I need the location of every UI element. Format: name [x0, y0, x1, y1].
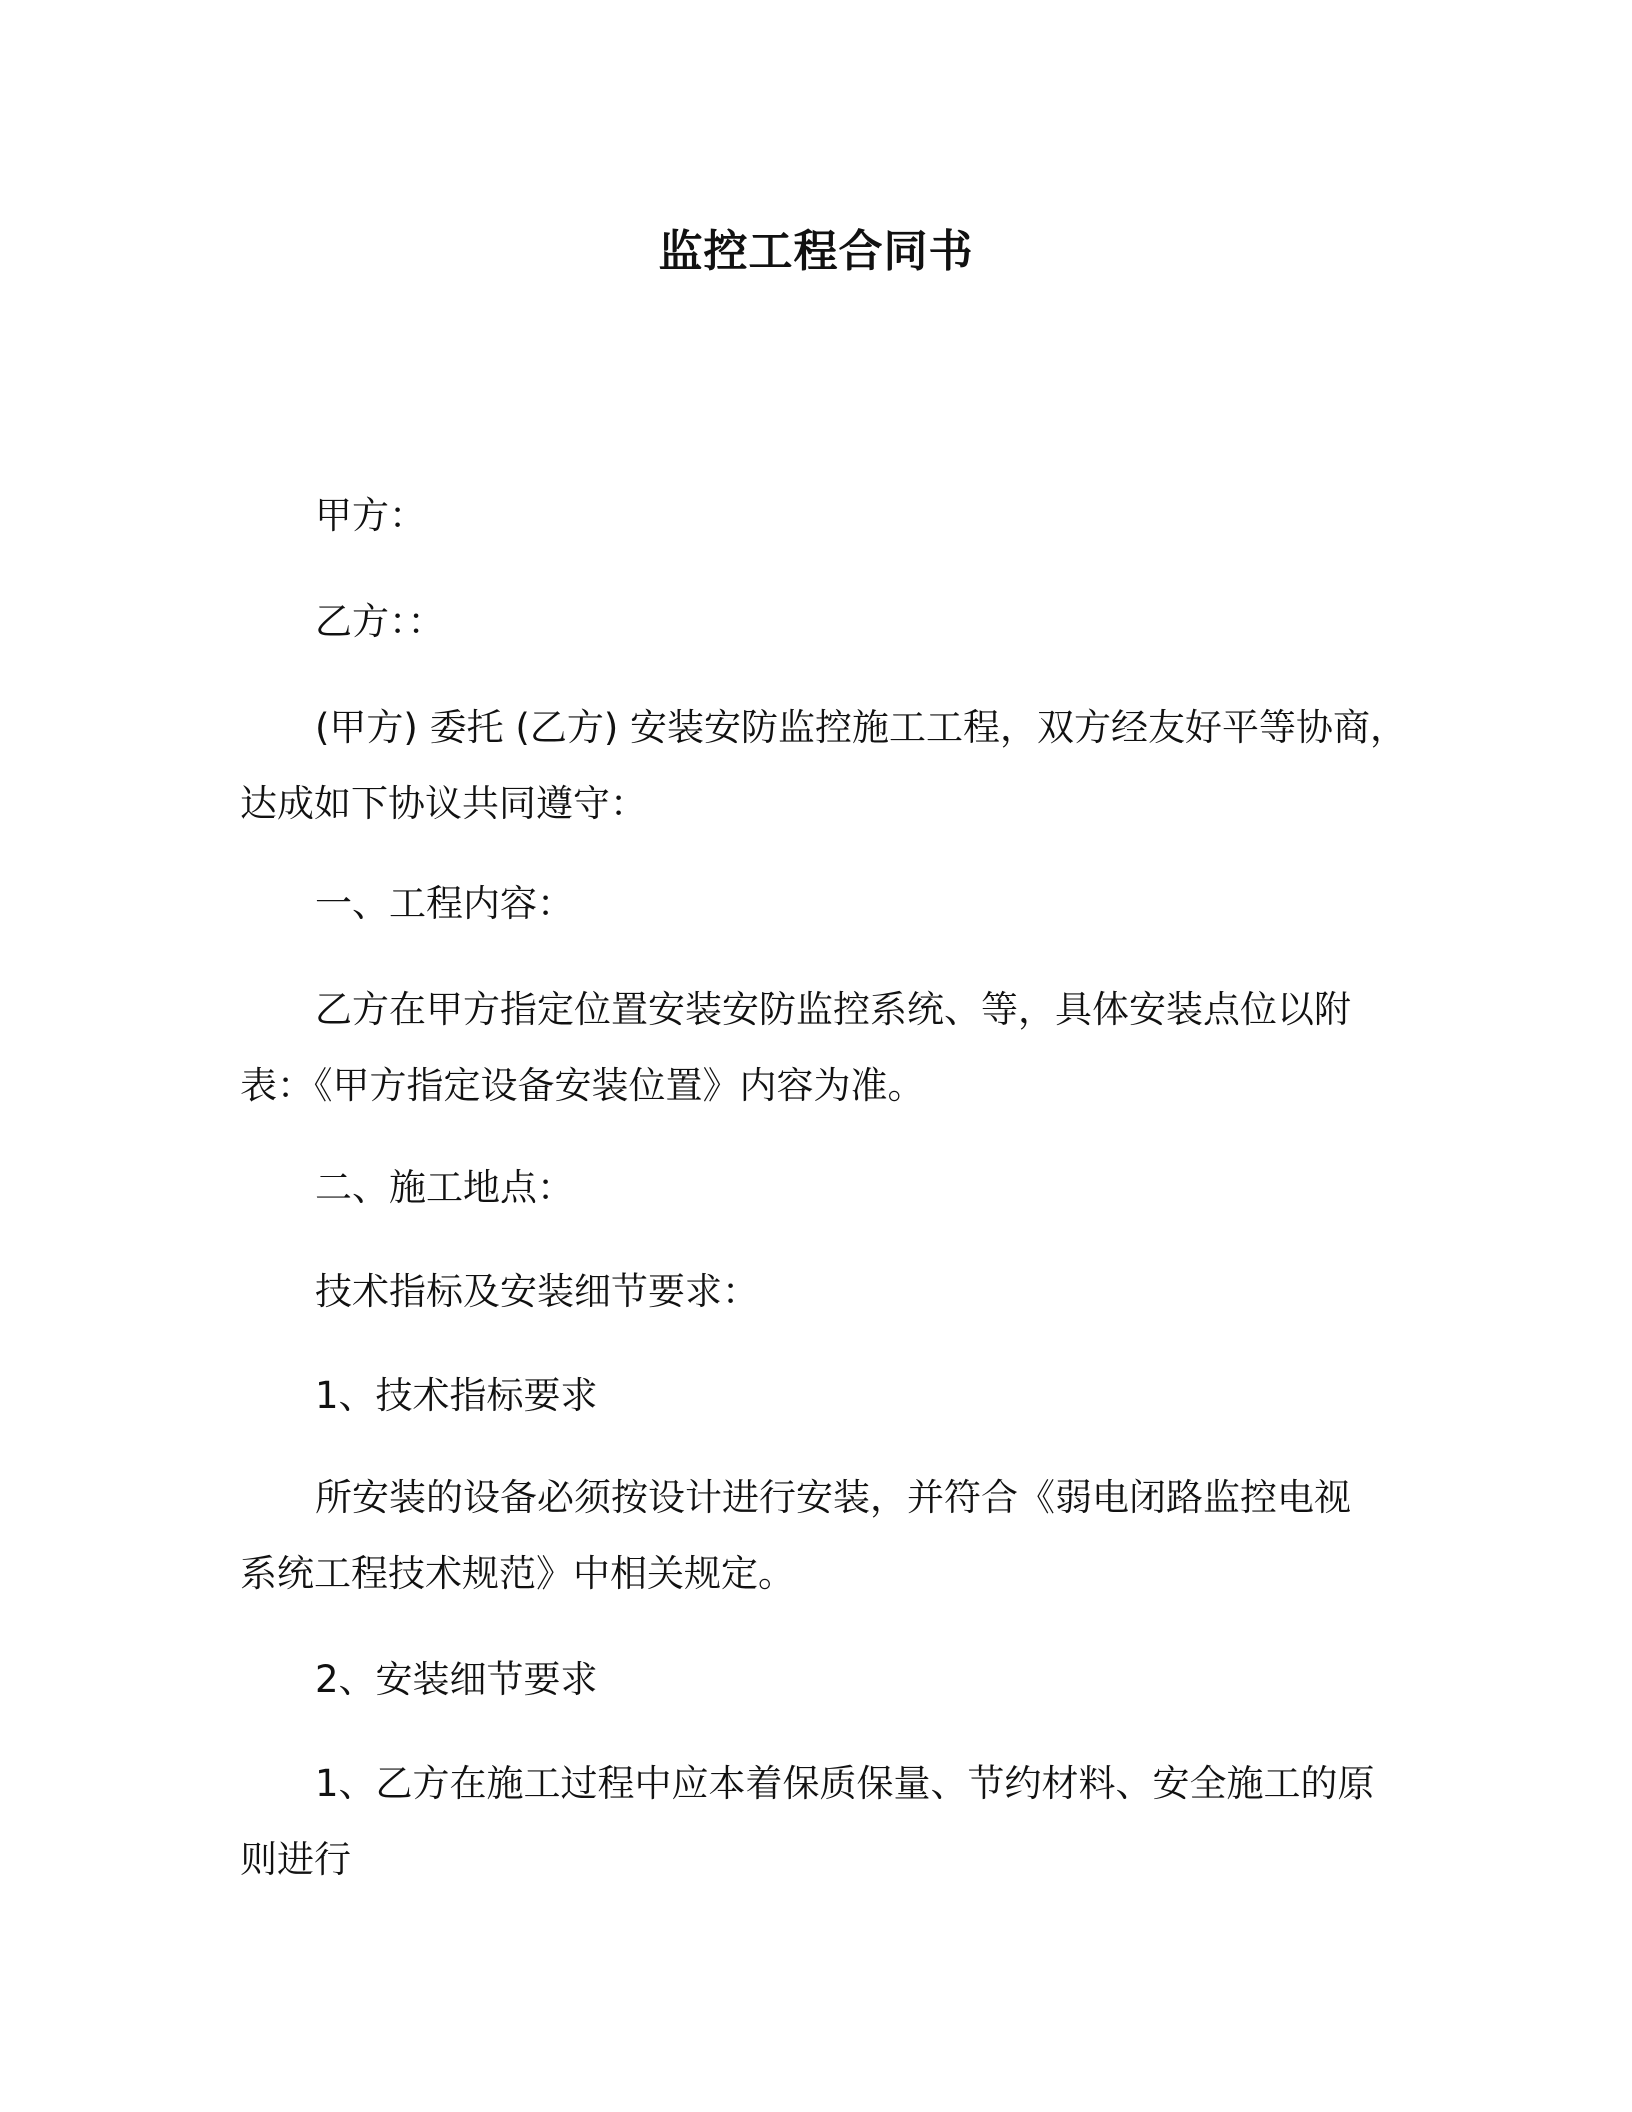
- item-1-heading: 1、技术指标要求: [315, 1374, 598, 1417]
- tech-requirements-heading: 技术指标及安装细节要求：: [315, 1270, 759, 1313]
- section-1-body-line-2: 表：《甲方指定设备安装位置》内容为准。: [240, 1064, 925, 1107]
- document-title: 监控工程合同书: [658, 226, 974, 277]
- item-1-body-line-2: 系统工程技术规范》中相关规定。: [240, 1552, 795, 1595]
- section-2-heading: 二、施工地点：: [315, 1166, 574, 1209]
- intro-paragraph-line-2: 达成如下协议共同遵守：: [240, 782, 647, 825]
- item-1-body-line-1: 所安装的设备必须按设计进行安装，并符合《弱电闭路监控电视: [315, 1476, 1351, 1519]
- party-b-label: 乙方：：: [315, 600, 445, 643]
- item-2-sub-1-line-2: 则进行: [240, 1838, 351, 1881]
- section-1-body-line-1: 乙方在甲方指定位置安装安防监控系统、等，具体安装点位以附: [315, 988, 1351, 1031]
- item-2-sub-1-line-1: 1、乙方在施工过程中应本着保质保量、节约材料、安全施工的原: [315, 1762, 1375, 1805]
- section-1-heading: 一、工程内容：: [315, 882, 574, 925]
- party-a-label: 甲方：: [315, 494, 426, 537]
- item-2-heading: 2、安装细节要求: [315, 1658, 598, 1701]
- intro-paragraph-line-1: (甲方) 委托 (乙方) 安装安防监控施工工程，双方经友好平等协商，: [315, 706, 1408, 749]
